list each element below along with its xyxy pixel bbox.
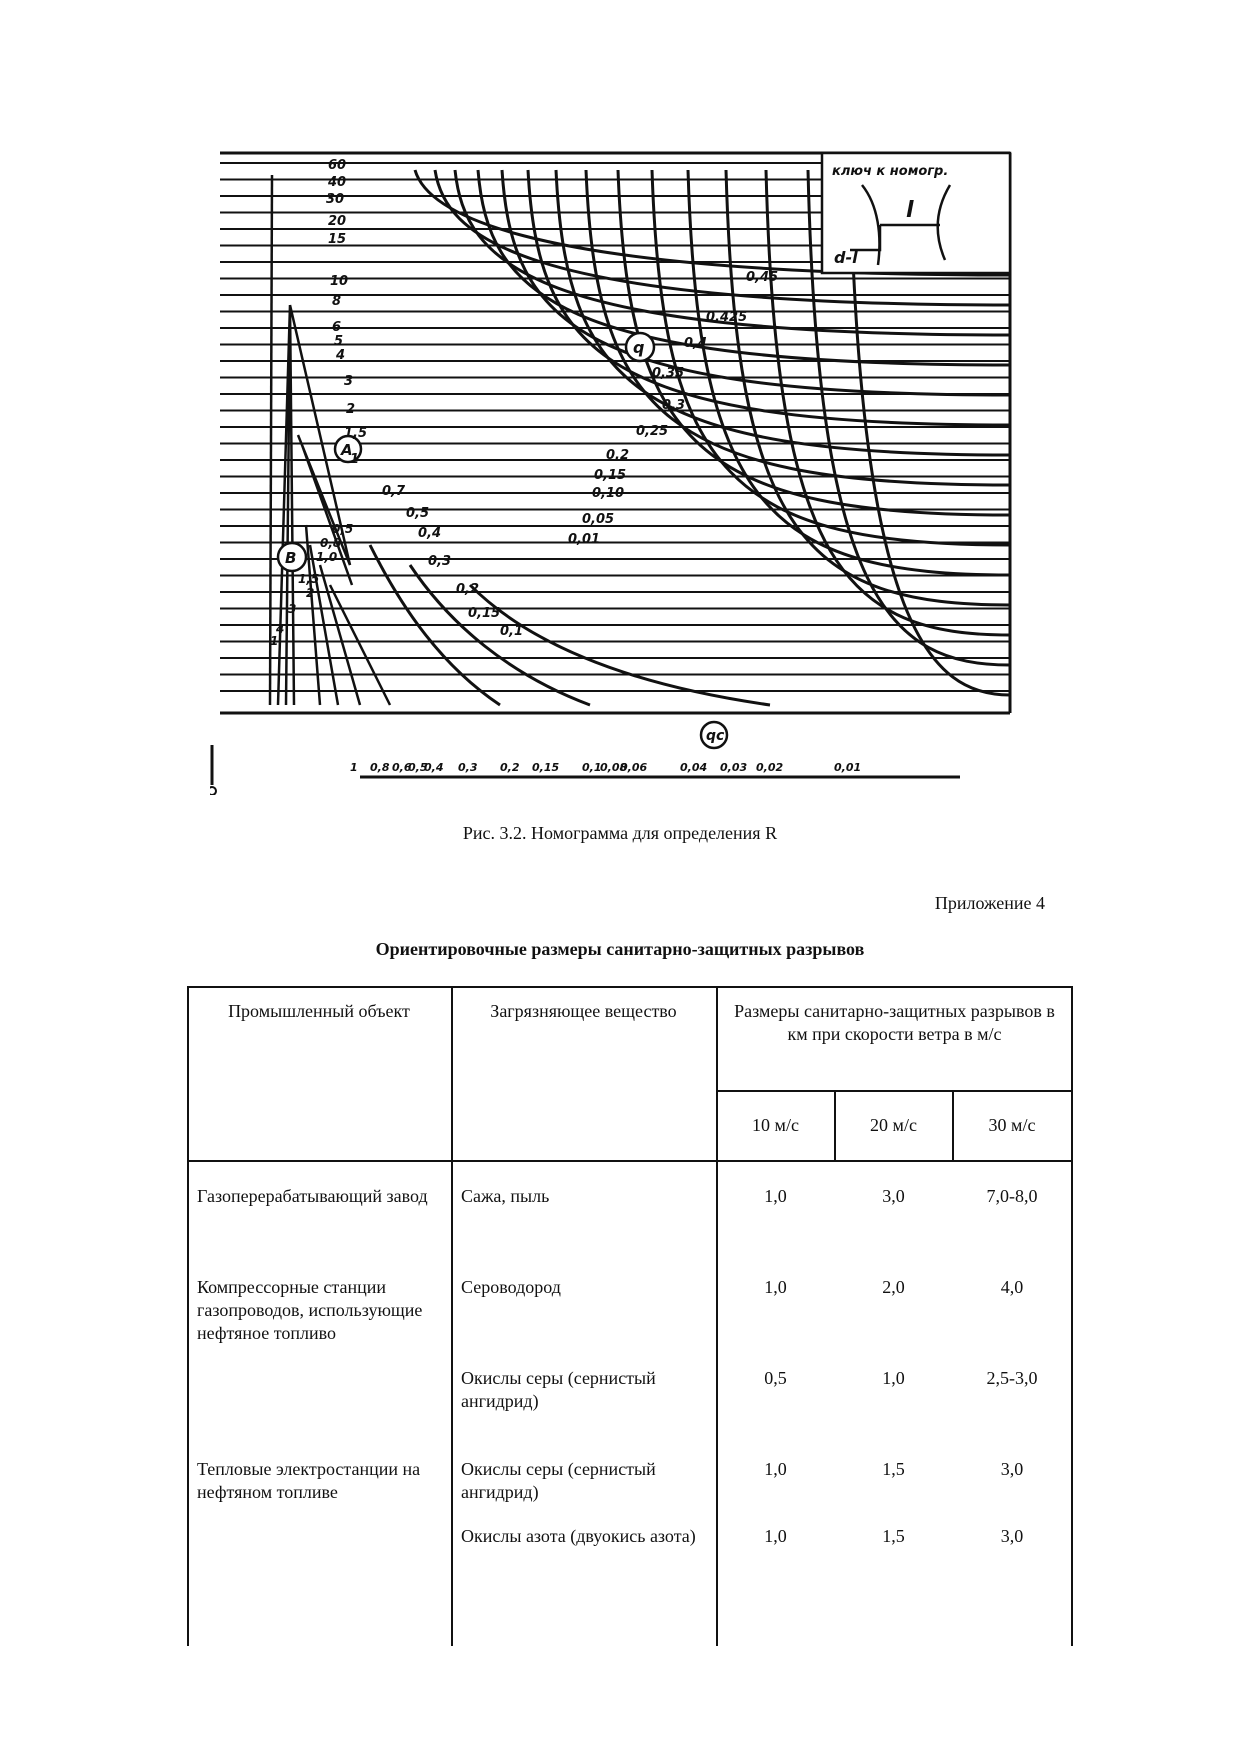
scale-label: 3 [344, 374, 354, 389]
row3-v20: 1,0 [882, 1368, 905, 1388]
header-speed-10: 10 м/с [752, 1115, 799, 1135]
row2-v30: 4,0 [1000, 1277, 1024, 1297]
curve-label: 0,425 [706, 310, 748, 325]
b-scale-label: 3 [288, 602, 297, 616]
row2-substance: Сероводород [461, 1277, 561, 1297]
appendix-label: Приложение 4 [934, 893, 1045, 913]
row1-v20: 3,0 [882, 1186, 905, 1206]
header-substance: Загрязняющее вещество [490, 1001, 677, 1021]
scale-label: 60 [328, 158, 347, 173]
scale-label: 0,1 [500, 624, 524, 639]
marker-q [626, 333, 654, 361]
row3-v10: 0,5 [764, 1368, 787, 1388]
axis-tick-label: 0,1 [582, 761, 602, 774]
header-speed-20: 20 м/с [870, 1115, 917, 1135]
curve-label: 0,25 [636, 424, 669, 439]
row4-object: Тепловые электростанции на нефтяном топливе [197, 1459, 421, 1502]
curve-label: 0,15 [594, 468, 627, 483]
table-header-divider [716, 1090, 1073, 1092]
row2-v20: 2,0 [882, 1277, 905, 1297]
b-scale-label: 1,0 [316, 550, 338, 564]
row1-v30: 7,0-8,0 [986, 1186, 1038, 1206]
row1-substance: Сажа, пыль [461, 1186, 550, 1206]
scale-label: 6 [332, 320, 342, 335]
scale-label: 8 [332, 294, 342, 309]
axis-tick-label: 0,8 [370, 761, 390, 774]
nomogram-figure [210, 145, 1040, 795]
key-dl: d-l [834, 248, 858, 267]
curve-label: 0,4 [684, 336, 708, 351]
row5-v20: 1,5 [882, 1526, 905, 1546]
axis-tick-label: 0,15 [532, 761, 560, 774]
table-title: Ориентировочные размеры санитарно-защитных разрывов [375, 939, 865, 959]
header-object: Промышленный объект [228, 1001, 410, 1021]
scale-label: 0,15 [468, 606, 501, 621]
b-scale-label: 4 [276, 622, 285, 636]
b-scale-label: 1 [270, 634, 279, 648]
axis-tick-label: 0,06 [620, 761, 648, 774]
scale-label: 0,4 [418, 526, 442, 541]
sanitary-gaps-table [187, 986, 1074, 1646]
row5-v10: 1,0 [764, 1526, 787, 1546]
scale-label: 0,2 [456, 582, 480, 597]
axis-tick-label: 0,08 [600, 761, 628, 774]
curve-label: 0,10 [592, 486, 625, 501]
b-scale-label: 0,8 [320, 536, 342, 550]
svg-text:A: A [341, 441, 353, 459]
curve-label: 0,01 [568, 532, 601, 547]
svg-text:B: B [285, 549, 297, 567]
axis-tick-label: 0,03 [720, 761, 748, 774]
scale-label: 5 [334, 334, 344, 349]
b-scale-label: 2 [306, 586, 315, 600]
row2-v10: 1,0 [764, 1277, 787, 1297]
scale-label: 30 [326, 192, 345, 207]
row4-v20: 1,5 [882, 1459, 905, 1479]
table-border-right [1071, 986, 1073, 1646]
axis-tick-label: 0,5 [408, 761, 428, 774]
curve-label: 0,05 [582, 512, 615, 527]
header-speed-30: 30 м/с [988, 1115, 1036, 1135]
marker-qc [701, 722, 727, 748]
isoline-curve [470, 585, 770, 705]
axis-tick-label: 0,4 [424, 761, 444, 774]
row1-object: Газоперерабатывающий завод [197, 1186, 428, 1206]
key-title: ключ к номогр. [832, 164, 949, 179]
scale-label: 0,7 [382, 484, 406, 499]
table-col-divider [451, 986, 453, 1646]
row3-v30: 2,5-3,0 [986, 1368, 1038, 1388]
curve-label: 0,45 [746, 270, 779, 285]
table-header-bottom [187, 1160, 1073, 1162]
scale-label: 40 [328, 175, 347, 190]
axis-tick-label: 0,3 [458, 761, 478, 774]
scale-label: 0,3 [428, 554, 452, 569]
row3-substance: Окислы серы (сернистый ангидрид) [461, 1368, 656, 1411]
scale-label: 1 [350, 452, 360, 467]
table-border-left [187, 986, 189, 1646]
scale-label: 10 [330, 274, 349, 289]
axis-tick-label: 0,01 [834, 761, 862, 774]
key-inset [822, 153, 1010, 273]
curve-label: 0,3 [662, 398, 686, 413]
curve-label: 0,2 [606, 448, 630, 463]
scale-label: 4 [336, 348, 346, 363]
b-scale-label: 0,5 [332, 522, 354, 536]
axis-tick-label: 1 [350, 761, 358, 774]
left-scale-labels [326, 158, 523, 639]
table-border-top [187, 986, 1073, 988]
scale-label: 2 [346, 402, 356, 417]
axis-tick-label: 0,6 [392, 761, 412, 774]
svg-text:qc: qc [706, 728, 725, 744]
b-scale-label: 1,5 [298, 572, 320, 586]
scale-label: 0,5 [406, 506, 430, 521]
row4-substance: Окислы серы (сернистый ангидрид) [461, 1459, 656, 1502]
scale-label: 15 [328, 232, 347, 247]
scale-label: 20 [328, 214, 347, 229]
curve-label: 0,35 [652, 366, 685, 381]
svg-text:q: q [633, 338, 645, 357]
header-sizes: Размеры санитарно-защитных разрывов в км при скорости ветра в м/с [734, 1001, 1055, 1044]
key-l: l [906, 198, 914, 223]
row2-object: Компрессорные станции газопроводов, использующие нефтяное топливо [197, 1277, 423, 1343]
row1-v10: 1,0 [764, 1186, 787, 1206]
row5-substance: Окислы азота (двуокись азота) [461, 1526, 696, 1546]
bottom-axis-labels [350, 761, 861, 774]
axis-tick-label: 0,2 [500, 761, 520, 774]
axis-tick-label: 0,04 [680, 761, 708, 774]
scale-label: 1,5 [344, 426, 368, 441]
figure-caption: Рис. 3.2. Номограмма для определения R [462, 823, 778, 843]
row5-v30: 3,0 [1000, 1526, 1024, 1546]
marker-b [278, 543, 306, 571]
row4-v30: 3,0 [1000, 1459, 1024, 1479]
row4-v10: 1,0 [764, 1459, 787, 1479]
axis-tick-label: 0,02 [756, 761, 784, 774]
